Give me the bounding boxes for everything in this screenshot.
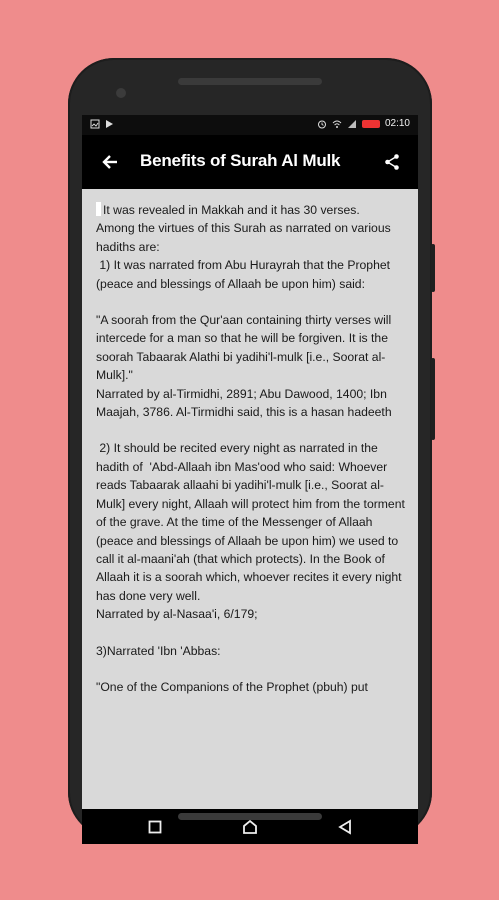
battery-icon — [362, 120, 380, 128]
screen — [82, 115, 418, 844]
front-camera — [116, 88, 126, 98]
article-paragraph: It was revealed in Makkah and it has 30 verses. Among the virtues of this Surah as narrated on various hadiths are: 1) It was narrated from Abu Hurayrah that the Prophet (peace and blessings of Allaah be upon him) said: — [96, 203, 391, 291]
play-icon — [104, 119, 114, 129]
system-back-button[interactable] — [334, 816, 356, 838]
text-cursor — [96, 202, 101, 216]
page-title: Benefits of Surah Al Mulk — [140, 151, 341, 170]
back-icon — [338, 819, 352, 835]
recent-apps-button[interactable] — [144, 816, 166, 838]
alarm-icon — [317, 119, 327, 129]
article-paragraph: 3)Narrated 'Ibn 'Abbas: — [96, 643, 221, 658]
arrow-left-icon — [101, 153, 119, 171]
status-bar — [82, 115, 418, 135]
article-paragraph: "A soorah from the Qur'aan containing thirty verses will intercede for a man so that he will be forgiven. It is the soorah Tabaarak Alathi bi yadihi'l-mulk [i.e., Soorat al-Mulk]." Narrated by al-Tirmidhi, 2891; Abu Dawood, 1400; Ibn Maajah, 3786. Al-Tirmidhi said, this is a hasan hadeeth — [96, 313, 392, 420]
app-bar — [82, 135, 418, 189]
home-icon — [242, 819, 258, 835]
share-button[interactable] — [378, 148, 406, 176]
wifi-icon — [332, 119, 342, 129]
article-content[interactable] — [82, 189, 418, 809]
recent-apps-icon — [148, 820, 162, 834]
earpiece-speaker — [178, 78, 322, 85]
signal-icon — [347, 119, 357, 129]
bottom-speaker — [178, 813, 322, 820]
image-icon — [90, 119, 100, 129]
article-paragraph: "One of the Companions of the Prophet (pbuh) put — [96, 679, 368, 694]
phone-frame — [68, 58, 432, 838]
status-time: 02:10 — [384, 118, 410, 129]
back-button[interactable] — [96, 148, 124, 176]
article-paragraph: 2) It should be recited every night as narrated in the hadith of 'Abd-Allaah ibn Mas'ood who said: Whoever reads Tabaarak allaahi bi yadihi'l-mulk [i.e., Soorat al-Mulk] every night, Allaah will protect him from the torment of the grave. At the time of the Messenger of Allaah (peace and blessings of Allaah be upon him) we used to call it al-maani'ah (that which protects). In the Book of Allaah it is a soorah which, whoever recites it every night has done very well. Narrated by al-Nasaa'i, 6/179; — [96, 441, 405, 622]
power-button — [431, 358, 435, 440]
share-icon — [383, 153, 401, 171]
volume-button — [431, 244, 435, 292]
